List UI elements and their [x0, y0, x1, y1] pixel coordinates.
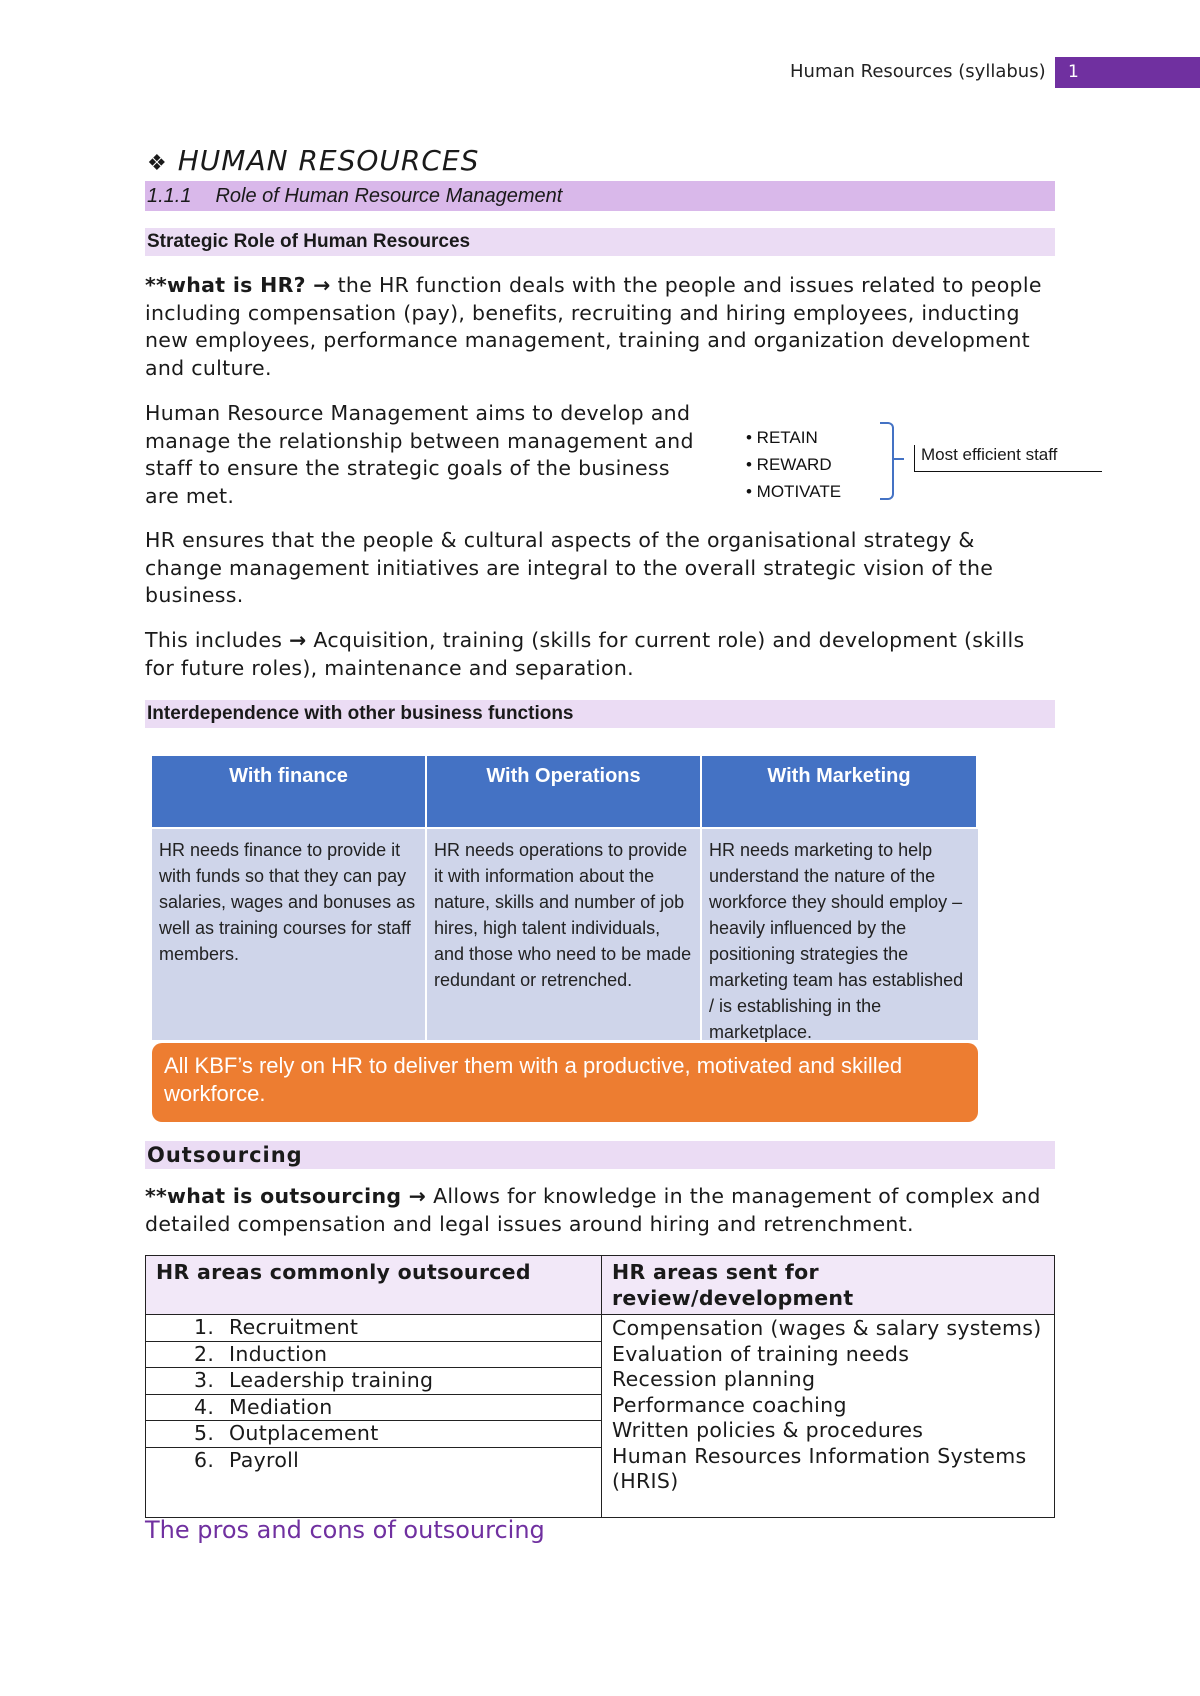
kbf-callout: All KBF’s rely on HR to deliver them with a productive, motivated and skilled workforce. — [152, 1043, 978, 1122]
list-item-motivate: • MOTIVATE — [746, 482, 842, 501]
paragraph-this-includes — [145, 627, 1055, 682]
list-item: Evaluation of training needs — [612, 1341, 910, 1366]
interdependence-table — [152, 756, 978, 1040]
list-item: Compensation (wages & salary systems) — [612, 1316, 1042, 1340]
subheading-outsourcing: Outsourcing — [145, 1141, 1055, 1169]
section-number: 1.1.1 — [147, 185, 192, 207]
main-heading-text: HUMAN RESOURCES — [177, 144, 480, 177]
list-item-reward: • REWARD — [746, 455, 832, 474]
retain-reward-motivate-list — [746, 424, 841, 505]
cell-finance: HR needs finance to provide it with funds so that they can pay salaries, wages and bonuses as well as training courses for staff members. — [152, 827, 427, 1040]
list-item — [146, 1342, 601, 1369]
arrow-icon: → — [408, 1184, 427, 1208]
table-header-outsourced: HR areas commonly outsourced — [146, 1256, 602, 1315]
page-number: 1 — [1055, 57, 1200, 88]
paragraph-hrm-aims: Human Resource Management aims to develop and manage the relationship between management and staff to ensure the strategic goals of the business are met. — [145, 401, 694, 508]
list-item-retain: • RETAIN — [746, 428, 818, 447]
what-is-hr-lead: **what is HR? — [145, 273, 314, 297]
outsourcing-table — [145, 1255, 1055, 1518]
section-title: Role of Human Resource Management — [215, 185, 563, 207]
subheading-strategic-role: Strategic Role of Human Resources — [145, 228, 1055, 256]
most-efficient-staff-label: Most efficient staff — [914, 445, 1102, 472]
right-brace-icon — [880, 422, 894, 500]
this-includes-prefix: This includes — [145, 628, 290, 652]
column-header-finance: With finance — [152, 756, 427, 827]
document-header-title: Human Resources (syllabus) — [790, 61, 1046, 82]
table-header-review: HR areas sent for review/development — [602, 1256, 1055, 1315]
column-header-operations: With Operations — [427, 756, 702, 827]
this-includes-text: Acquisition, training (skills for current role) and development (skills for future roles), maintenance and separation. — [145, 628, 1025, 680]
cell-marketing: HR needs marketing to help understand the nature of the workforce they should employ – heavily influenced by the positioning strategies the marketing team has established / is establishing in the marketplace. — [702, 827, 978, 1040]
list-item: Performance coaching — [612, 1392, 847, 1417]
what-is-outsourcing-text: Allows for knowledge in the management of complex and detailed compensation and legal issues around hiring and retrenchment. — [145, 1184, 1041, 1236]
list-item — [146, 1395, 601, 1422]
review-list — [602, 1315, 1055, 1518]
list-number: 1. — [194, 1315, 215, 1339]
cell-operations: HR needs operations to provide it with information about the nature, skills and number of job hires, high talent individuals, and those who need to be made redundant or retrenched. — [427, 827, 702, 1040]
list-number: 6. — [194, 1447, 215, 1472]
list-number: 5. — [194, 1421, 215, 1445]
list-item: Human Resources Information Systems (HRIS) — [612, 1443, 1027, 1493]
list-item — [146, 1315, 601, 1342]
list-item: Written policies & procedures — [612, 1418, 924, 1442]
list-label: Outplacement — [229, 1421, 379, 1445]
list-label: Payroll — [229, 1447, 300, 1472]
list-label: Leadership training — [229, 1368, 434, 1392]
paragraph-what-is-hr — [145, 272, 1055, 382]
list-label: Mediation — [229, 1394, 333, 1419]
arrow-icon: → — [289, 628, 307, 652]
diamond-bullet-icon: ❖ — [147, 151, 168, 176]
list-item — [146, 1448, 601, 1518]
list-item: Recession planning — [612, 1367, 816, 1391]
paragraph-hr-ensures: HR ensures that the people & cultural aspects of the organisational strategy & change management initiatives are integral to the overall strategic vision of the business. — [145, 528, 994, 607]
list-label: Induction — [229, 1341, 328, 1366]
what-is-hr-text: the HR function deals with the people and issues related to people including compensation (pay), benefits, recruiting and hiring employees, inducting new employees, performance management, training and organization development and culture. — [145, 273, 1042, 380]
outsourced-list — [146, 1315, 602, 1518]
list-label: Recruitment — [229, 1315, 359, 1339]
section-heading-1-1-1 — [145, 181, 1055, 211]
list-item — [146, 1368, 601, 1395]
main-heading — [147, 144, 479, 177]
brace-connector — [892, 458, 904, 460]
what-is-outsourcing-lead: **what is outsourcing — [145, 1184, 409, 1208]
pros-cons-heading: The pros and cons of outsourcing — [145, 1516, 545, 1544]
list-item — [146, 1421, 601, 1448]
paragraph-what-is-outsourcing — [145, 1183, 1055, 1238]
list-number: 4. — [194, 1394, 215, 1419]
list-number: 3. — [194, 1368, 215, 1392]
column-header-marketing: With Marketing — [702, 756, 978, 827]
list-number: 2. — [194, 1341, 215, 1366]
arrow-icon: → — [313, 273, 331, 297]
subheading-interdependence: Interdependence with other business functions — [145, 700, 1055, 728]
